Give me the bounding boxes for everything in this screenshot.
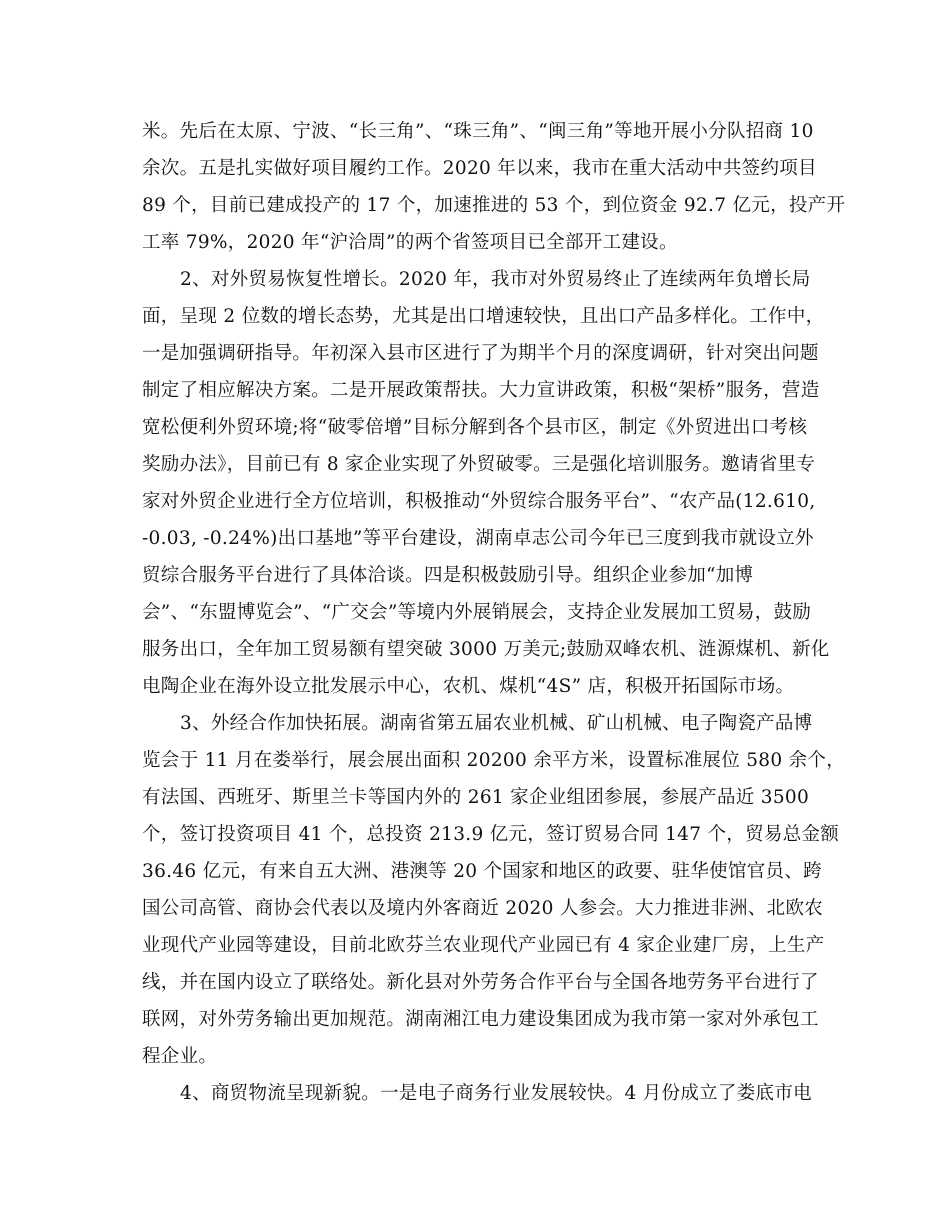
text-line: 服务出口，全年加工贸易额有望突破 3000 万美元;鼓励双峰农机、涟源煤机、新化 <box>142 639 830 660</box>
text-line: 会”、“东盟博览会”、“广交会”等境内外展销展会，支持企业发展加工贸易，鼓励 <box>142 602 812 623</box>
text-line: 余次。五是扎实做好项目履约工作。2020 年以来，我市在重大活动中共签约项目 <box>142 158 817 179</box>
text-line: 工率 79%，2020 年“沪洽周”的两个省签项目已全部开工建设。 <box>142 232 678 253</box>
text-line: 有法国、西班牙、斯里兰卡等国内外的 261 家企业组团参展，参展产品近 3500 <box>142 787 810 808</box>
text-line: 宽松便利外贸环境;将“破零倍增”目标分解到各个县市区，制定《外贸进出口考核 <box>142 417 808 438</box>
text-line: -0.03, -0.24%)出口基地”等平台建设，湖南卓志公司今年已三度到我市就设立外 <box>142 528 814 549</box>
text-line: 程企业。 <box>142 1046 218 1067</box>
text-line: 电陶企业在海外设立批发展示中心，农机、煤机“4S” 店，积极开拓国际市场。 <box>142 676 795 697</box>
text-line: 一是加强调研指导。年初深入县市区进行了为期半个月的深度调研，针对突出问题 <box>142 343 819 364</box>
paragraph-start-line: 3、外经合作加快拓展。湖南省第五届农业机械、矿山机械、电子陶瓷产品博 <box>180 713 813 734</box>
text-line: 奖励办法》，目前已有 8 家企业实现了外贸破零。三是强化培训服务。邀请省里专 <box>142 454 816 475</box>
text-line: 制定了相应解决方案。二是开展政策帮扶。大力宣讲政策，积极“架桥”服务，营造 <box>142 380 820 401</box>
text-line: 89 个，目前已建成投产的 17 个，加速推进的 53 个，到位资金 92.7 亿元，投产开 <box>142 195 846 216</box>
text-line: 个，签订投资项目 41 个，总投资 213.9 亿元，签订贸易合同 147 个，贸易总金额 <box>142 824 840 845</box>
text-line: 米。先后在太原、宁波、“长三角”、“珠三角”、“闽三角”等地开展小分队招商 10 <box>142 121 814 142</box>
paragraph-start-line: 2、对外贸易恢复性增长。2020 年，我市对外贸易终止了连续两年负增长局 <box>180 269 811 290</box>
text-line: 面，呈现 2 位数的增长态势，尤其是出口增速较快，且出口产品多样化。工作中， <box>142 306 825 327</box>
text-line: 贸综合服务平台进行了具体洽谈。四是积极鼓励引导。组织企业参加“加博 <box>142 565 754 586</box>
text-line: 家对外贸企业进行全方位培训，积极推动“外贸综合服务平台”、“农产品(12.610, <box>142 491 816 512</box>
paragraph-start-line: 4、商贸物流呈现新貌。一是电子商务行业发展较快。4 月份成立了娄底市电 <box>180 1083 812 1104</box>
text-line: 国公司高管、商协会代表以及境内外客商近 2020 人参会。大力推进非洲、北欧农 <box>142 898 824 919</box>
text-line: 线，并在国内设立了联络处。新化县对外劳务合作平台与全国各地劳务平台进行了 <box>142 972 819 993</box>
text-line: 业现代产业园等建设，目前北欧芬兰农业现代产业园已有 4 家企业建厂房，上生产 <box>142 935 825 956</box>
text-line: 36.46 亿元，有来自五大洲、港澳等 20 个国家和地区的政要、驻华使馆官员、跨 <box>142 861 822 882</box>
text-line: 览会于 11 月在娄举行，展会展出面积 20200 余平方米，设置标准展位 580 余个， <box>142 750 845 771</box>
text-line: 联网，对外劳务输出更加规范。湖南湘江电力建设集团成为我市第一家对外承包工 <box>142 1009 819 1030</box>
